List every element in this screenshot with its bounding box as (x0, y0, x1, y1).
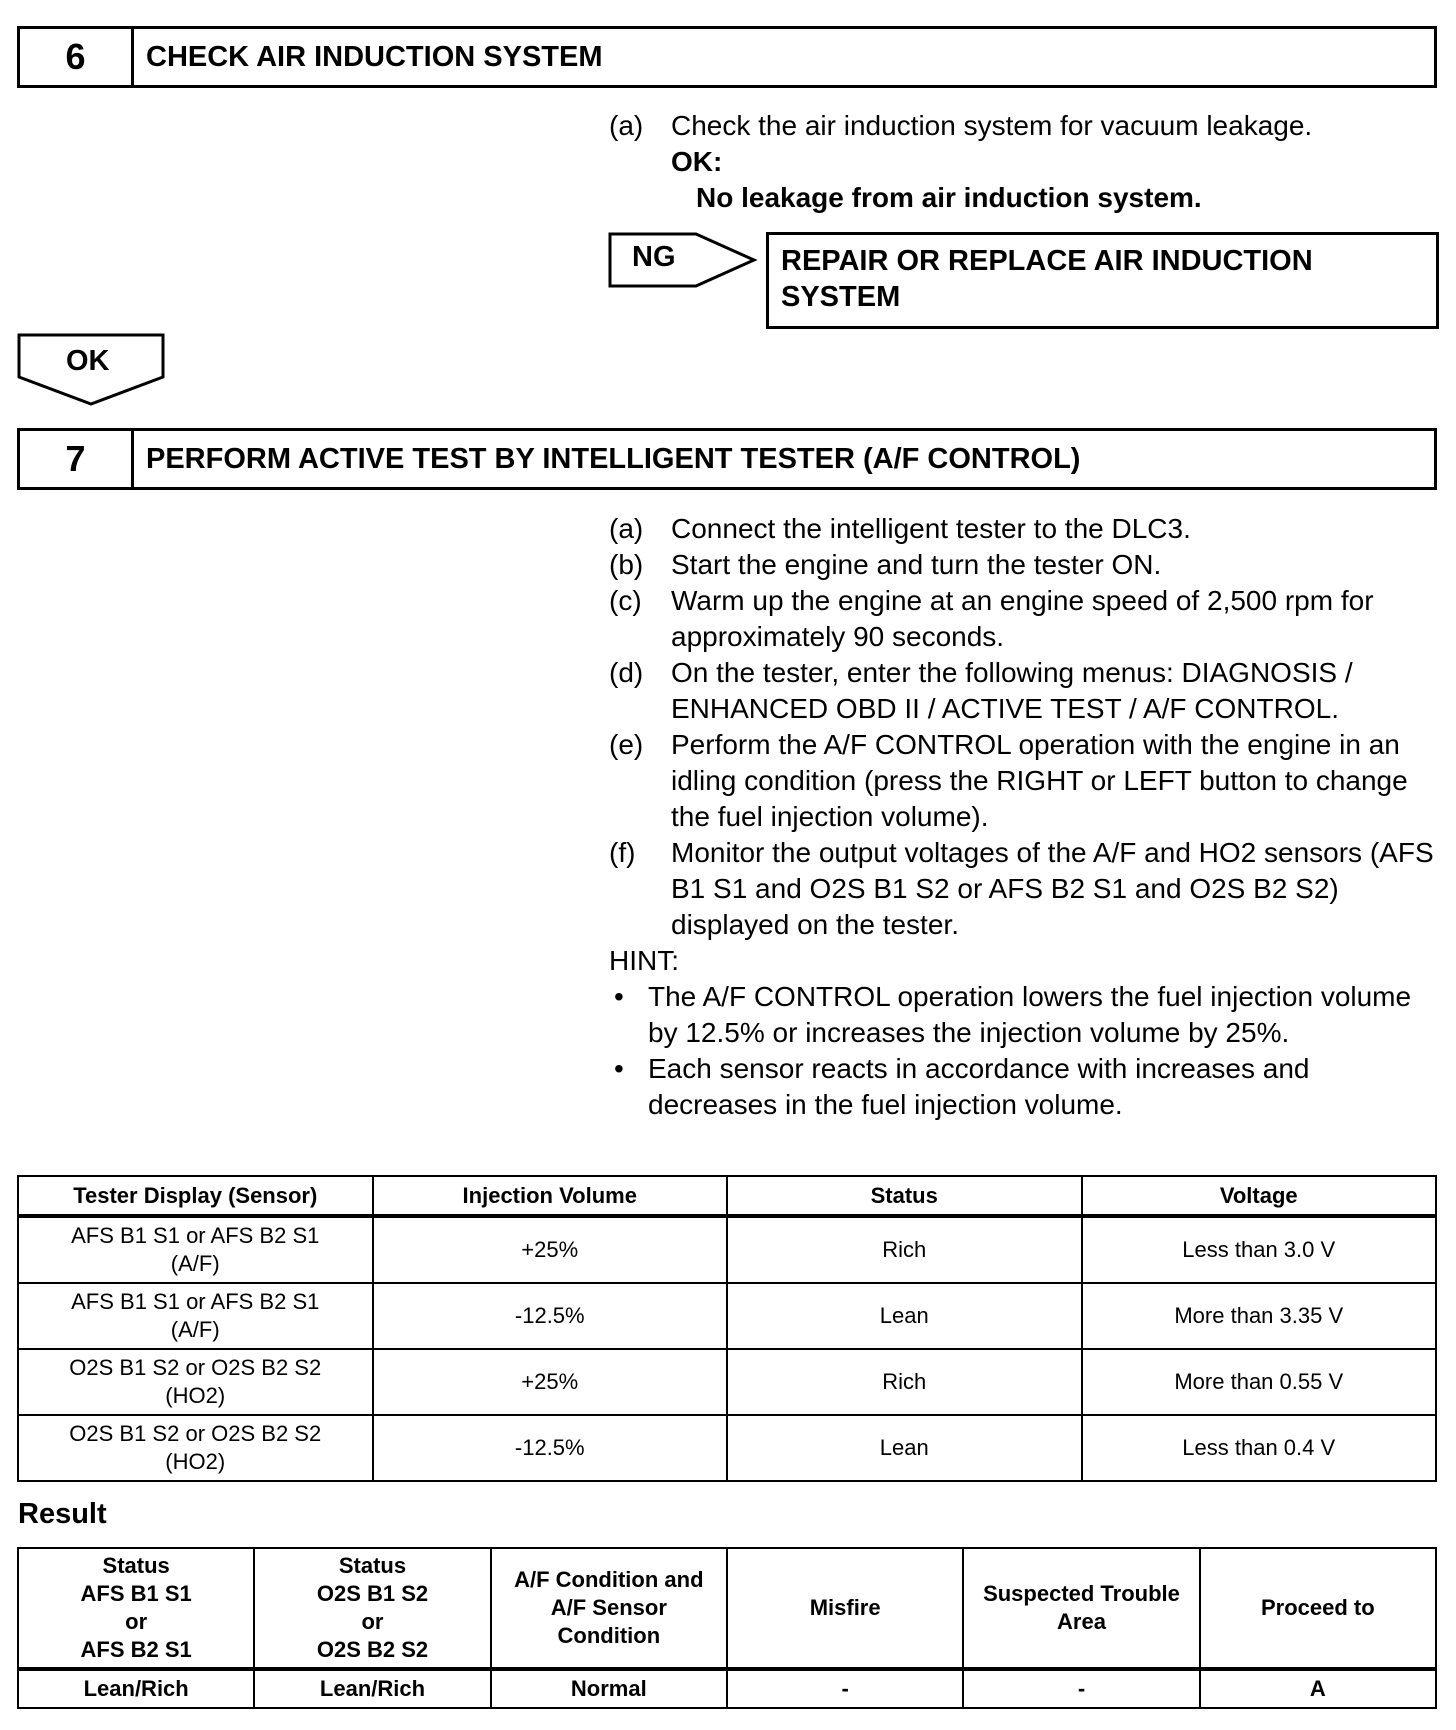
step-6-item-text: Check the air induction system for vacuum leakage. (671, 110, 1313, 141)
volume-cell: +25% (373, 1216, 728, 1283)
voltage-cell: More than 3.35 V (1082, 1283, 1437, 1349)
hint-item (609, 1051, 1439, 1123)
header-af-condition (491, 1548, 727, 1669)
step-7-title: PERFORM ACTIVE TEST BY INTELLIGENT TESTER (A/F CONTROL) (146, 442, 1081, 475)
step-7-item-label: (d) (609, 657, 644, 688)
o2s-status-cell: Lean/Rich (254, 1669, 490, 1708)
step-6-item-label: (a) (609, 110, 644, 141)
header-misfire: Misfire (727, 1548, 963, 1669)
bullet-icon: • (614, 1053, 624, 1084)
ng-label: NG (632, 241, 676, 273)
voltage-cell: Less than 3.0 V (1082, 1216, 1437, 1283)
ok-criteria-label: OK: (671, 146, 723, 177)
step-7-item-label: (e) (609, 729, 644, 760)
header-line: Suspected Trouble (983, 1581, 1180, 1606)
status-cell: Rich (727, 1349, 1082, 1415)
header-line: AFS B2 S1 (80, 1637, 192, 1662)
step-7-header (17, 428, 1437, 490)
header-status-o2s (254, 1548, 490, 1669)
status-cell: Lean (727, 1283, 1082, 1349)
step-6-instructions (609, 108, 1439, 216)
step-7-item-label: (a) (609, 513, 644, 544)
sensor-line-2: (HO2) (165, 1383, 226, 1408)
table-row (18, 1283, 1436, 1349)
sensor-line-2: (A/F) (170, 1251, 220, 1276)
hint-item (609, 979, 1439, 1051)
header-proceed-to: Proceed to (1200, 1548, 1436, 1669)
volume-cell: -12.5% (373, 1283, 728, 1349)
hint-text: The A/F CONTROL operation lowers the fuel injection volume by 12.5% or increases the injection volume by 25%. (648, 981, 1412, 1048)
table-row (18, 1349, 1436, 1415)
ok-flow-label: OK (66, 345, 110, 377)
status-cell: Lean (727, 1415, 1082, 1481)
header-line: Area (1057, 1609, 1106, 1634)
sensor-line-1: AFS B1 S1 or AFS B2 S1 (71, 1223, 320, 1248)
step-7-instructions (609, 511, 1439, 1123)
sensor-line-1: O2S B1 S2 or O2S B2 S2 (69, 1355, 322, 1380)
step-7-item-text: Warm up the engine at an engine speed of 2,500 rpm for approximately 90 seconds. (671, 585, 1374, 652)
step-7-item-text: Perform the A/F CONTROL operation with the engine in an idling condition (press the RIGHT or LEFT button to change the fuel injection volume). (671, 729, 1408, 832)
step-7-item-text: Monitor the output voltages of the A/F and HO2 sensors (AFS B1 S1 and O2S B1 S2 or AFS B2 S1 and O2S B2 S2) displayed on the tester. (671, 837, 1434, 940)
table-row (18, 1216, 1436, 1283)
sensor-cell (18, 1349, 373, 1415)
result-table-header-row (18, 1548, 1436, 1669)
ng-result-line-1: REPAIR OR REPLACE AIR INDUCTION (781, 245, 1313, 277)
ok-criteria-text: No leakage from air induction system. (696, 182, 1202, 213)
step-7-item (609, 511, 1439, 547)
step-7-item-label: (c) (609, 585, 642, 616)
step-7-item-text: Start the engine and turn the tester ON. (671, 549, 1162, 580)
bullet-icon: • (614, 981, 624, 1012)
header-line: A/F Condition and (514, 1567, 704, 1592)
header-line: Status (338, 1553, 407, 1578)
table-row (18, 1669, 1436, 1708)
sensor-cell (18, 1283, 373, 1349)
misfire-cell: - (727, 1669, 963, 1708)
sensor-cell (18, 1415, 373, 1481)
status-cell: Rich (727, 1216, 1082, 1283)
header-status: Status (727, 1176, 1082, 1216)
header-line: O2S B1 S2 (316, 1581, 429, 1606)
sensor-cell (18, 1216, 373, 1283)
volume-cell: +25% (373, 1349, 728, 1415)
proceed-cell: A (1200, 1669, 1436, 1708)
step-7-item (609, 547, 1439, 583)
condition-cell: Normal (491, 1669, 727, 1708)
header-voltage: Voltage (1082, 1176, 1437, 1216)
step-6-title: CHECK AIR INDUCTION SYSTEM (146, 40, 603, 73)
header-line: or (361, 1609, 384, 1634)
header-line: or (125, 1609, 148, 1634)
hint-text: Each sensor reacts in accordance with increases and decreases in the fuel injection volume. (648, 1053, 1310, 1120)
result-table (17, 1547, 1437, 1709)
voltage-cell: More than 0.55 V (1082, 1349, 1437, 1415)
step-6-header (17, 26, 1437, 88)
header-line: Condition (557, 1623, 661, 1648)
header-suspected-area (963, 1548, 1199, 1669)
ng-arrow-shape (608, 232, 758, 288)
header-status-afs (18, 1548, 254, 1669)
step-7-item (609, 835, 1439, 943)
afs-status-cell: Lean/Rich (18, 1669, 254, 1708)
header-line: Status (102, 1553, 170, 1578)
ok-arrow (17, 333, 165, 407)
header-tester-display: Tester Display (Sensor) (18, 1176, 373, 1216)
volume-cell: -12.5% (373, 1415, 728, 1481)
step-7-item (609, 727, 1439, 835)
header-injection-volume: Injection Volume (373, 1176, 728, 1216)
step-7-item-label: (b) (609, 549, 644, 580)
step-7-item (609, 583, 1439, 655)
hint-label: HINT: (609, 945, 679, 976)
header-line: A/F Sensor (550, 1595, 667, 1620)
result-heading: Result (18, 1498, 107, 1530)
step-7-item-label: (f) (609, 837, 636, 868)
step-7-item-text: On the tester, enter the following menus: DIAGNOSIS / ENHANCED OBD II / ACTIVE TEST / A/F CONTROL. (671, 657, 1353, 724)
sensor-line-1: AFS B1 S1 or AFS B2 S1 (71, 1289, 320, 1314)
ng-result-box (766, 232, 1439, 329)
header-line: O2S B2 S2 (316, 1637, 429, 1662)
area-cell: - (963, 1669, 1199, 1708)
ng-arrow (608, 232, 758, 288)
header-line: AFS B1 S1 (80, 1581, 192, 1606)
step-6-number: 6 (20, 29, 134, 85)
sensor-line-2: (HO2) (165, 1449, 226, 1474)
sensor-line-1: O2S B1 S2 or O2S B2 S2 (69, 1421, 322, 1446)
sensor-table-header-row (18, 1176, 1436, 1216)
step-7-item-text: Connect the intelligent tester to the DLC3. (671, 513, 1191, 544)
sensor-table (17, 1175, 1437, 1482)
step-7-item (609, 655, 1439, 727)
ng-result-line-2: SYSTEM (781, 281, 901, 313)
sensor-line-2: (A/F) (170, 1317, 220, 1342)
step-7-number: 7 (20, 431, 134, 487)
voltage-cell: Less than 0.4 V (1082, 1415, 1437, 1481)
table-row (18, 1415, 1436, 1481)
